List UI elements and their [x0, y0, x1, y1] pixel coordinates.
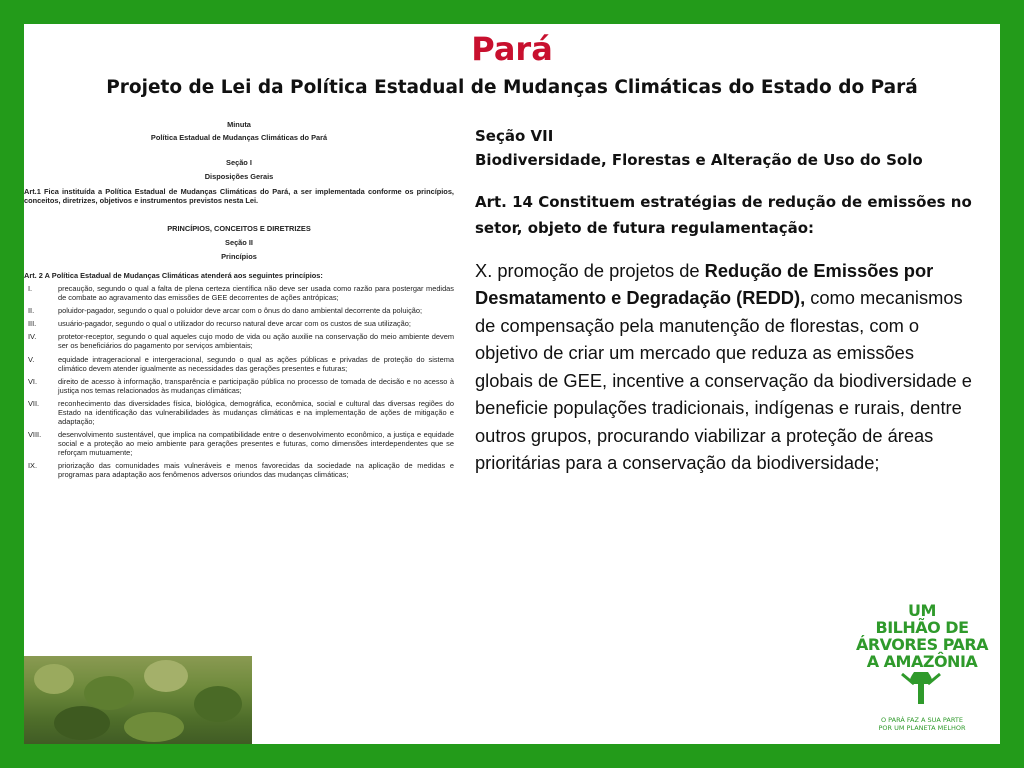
logo-tagline-1: O PARÁ FAZ A SUA PARTE [881, 716, 963, 724]
doc-heading: Minuta [227, 120, 251, 129]
section-heading [475, 124, 975, 172]
doc-title: Política Estadual de Mudanças Climáticas do Pará [150, 133, 328, 143]
slide-title: Pará [471, 30, 553, 68]
article-panel [475, 124, 975, 476]
doc-section-2: Seção II [225, 238, 253, 248]
doc-section-1-title: Disposições Gerais [204, 172, 274, 182]
doc-principle-item: III. usuário-pagador, segundo o qual o utilizador do recurso natural deve arcar com os custos de sua utilização; [28, 319, 411, 329]
doc-principle-item: V. equidade intrageracional e intergeracional, segundo o qual as ações públicas e privadas de proteção do sistema climático devem atender igualmente as necessidades das gerações presentes e futuras; [28, 354, 454, 373]
logo-line-2: BILHÃO DE [875, 618, 969, 637]
doc-section-2-title: Princípios [221, 252, 257, 262]
logo-line-1: UM [908, 601, 936, 620]
slide [24, 24, 1000, 744]
item-bold: Redução de Emissões por Desmatamento e Degradação (REDD), [475, 259, 934, 309]
bilhao-arvores-logo [852, 602, 992, 744]
section-title: Biodiversidade, Florestas e Alteração de Uso do Solo [475, 151, 923, 169]
doc-section-1: Seção I [226, 158, 252, 168]
article-14: Art. 14 Constituem estratégias de redução de emissões no setor, objeto de futura regulamentação: [475, 193, 972, 237]
doc-principle-item: I. precaução, segundo o qual a falta de plena certeza científica não deve ser usada como razão para postergar medidas de combate ao agravamento das emissões de GEE decorrentes de ações antrópicas; [28, 284, 454, 303]
slide-subtitle: Projeto de Lei da Política Estadual de Mudanças Climáticas do Estado do Pará [106, 77, 918, 98]
doc-art-1: Art.1 Fica instituída a Política Estadual de Mudanças Climáticas do Pará, a ser implementada conforme os princípios, conceitos, diretrizes, objetivos e instrumentos previstos nesta Lei. [24, 187, 454, 206]
logo-line-3: ÁRVORES PARA [855, 635, 989, 654]
doc-principle-item: VI. direito de acesso à informação, transparência e participação pública no processo de tomada de decisão e no acesso à justiça nos temas relacionados às mudanças climáticas; [28, 376, 454, 395]
logo-tagline-2: POR UM PLANETA MELHOR [878, 724, 966, 732]
item-prefix: X. promoção de projetos de [475, 259, 705, 281]
doc-principle-item: IX. priorização das comunidades mais vulneráveis e menos favorecidas da sociedade na aplicação de medidas e programas para adaptação aos fenômenos adversos oriundos das mudanças climáticas; [28, 460, 454, 479]
doc-principle-item: VIII. desenvolvimento sustentável, que implica na compatibilidade entre o desenvolvimento econômico, a justiça e equidade social e a proteção ao meio ambiente para gerações presentes e futuras, como dimensões interdependentes que se reforçam mutuamente; [28, 429, 454, 457]
law-document-image [24, 120, 454, 660]
doc-principle-item: IV. protetor-receptor, segundo o qual aqueles cujo modo de vida ou ação auxilie na conservação do meio ambiente devem ser os beneficiários do pagamento por serviços ambientais; [28, 332, 454, 351]
doc-art-2: Art. 2 A Política Estadual de Mudanças Climáticas atenderá aos seguintes princípios: [24, 271, 323, 281]
logo-line-4: A AMAZÔNIA [866, 652, 978, 671]
item-rest: como mecanismos de compensação pela manutenção de florestas, com o objetivo de criar um mercado que reduza as emissões globais de GEE, incentive a conservação da biodiversidade e beneficie populações tradicionais, indígenas e rurais, dentre outros grupos, procurando viabilizar a proteção de áreas prioritárias para a conservação da biodiversidade; [475, 287, 972, 473]
doc-principle-item: VII. reconhecimento das diversidades física, biológica, demográfica, econômica, social e cultural das diversas regiões do Estado na identificação das vulnerabilidades às mudanças climáticas e na implementação de ações de mitigação e adaptação; [28, 398, 454, 426]
doc-principles-list [24, 284, 454, 479]
doc-principle-item: II. poluidor-pagador, segundo o qual o poluidor deve arcar com o ônus do dano ambiental decorrente da poluição; [28, 306, 423, 316]
doc-chapter: PRINCÍPIOS, CONCEITOS E DIRETRIZES [167, 224, 311, 234]
vegetation-photo-strip [24, 656, 252, 744]
tree-figure-icon [852, 670, 992, 712]
article-item-x [475, 257, 975, 477]
section-number: Seção VII [475, 127, 554, 145]
